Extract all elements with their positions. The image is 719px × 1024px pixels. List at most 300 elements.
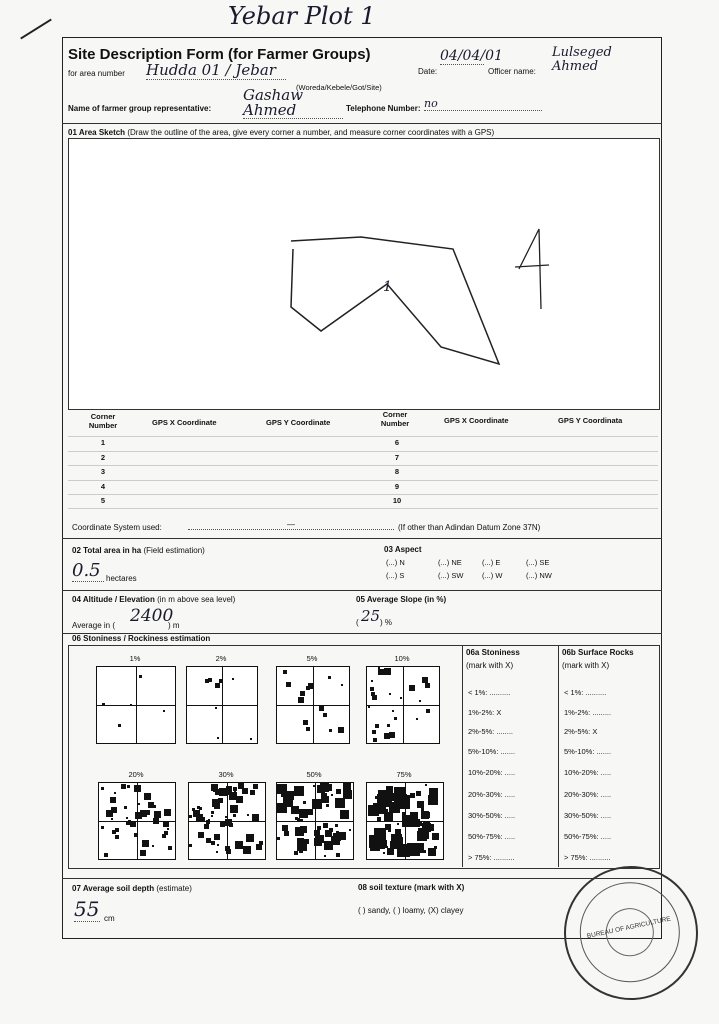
stone-square (402, 812, 406, 816)
stone-square (300, 691, 305, 696)
stone-square (243, 846, 251, 854)
area-number-hint: (Woreda/Kebele/Got/Site) (296, 83, 382, 92)
stone-square (386, 846, 388, 848)
stone-square (414, 843, 424, 853)
stone-square (387, 848, 394, 855)
surface-rocks-col-sub: (mark with X) (562, 661, 610, 670)
stone-square (134, 785, 141, 792)
stone-square (198, 832, 204, 838)
stone-square (220, 822, 225, 827)
corner-number-left: 2 (100, 452, 106, 462)
stoniness-percent-label: 75% (396, 770, 412, 779)
stoniness-class-row[interactable]: 50%-75%: ..... (468, 832, 516, 841)
stone-square (400, 697, 402, 699)
total-area-note: (Field estimation) (143, 546, 205, 555)
stone-square (412, 793, 414, 795)
total-area-unit: hectares (106, 574, 137, 583)
soil-depth-value[interactable]: 55 (74, 897, 100, 921)
altitude-title: 04 Altitude / Elevation (72, 595, 155, 604)
stamp-text: BUREAU OF AGRICULTURE (586, 915, 672, 941)
stone-square (331, 836, 340, 845)
surface-rocks-class-row[interactable]: > 75%: .......... (564, 853, 611, 862)
corner-number-right: 8 (394, 467, 400, 476)
total-area-label (72, 546, 205, 555)
aspect-label: 03 Aspect (384, 545, 422, 554)
stone-square (124, 806, 127, 809)
stone-square (144, 793, 151, 800)
stone-square (211, 841, 215, 845)
stone-square (163, 710, 165, 712)
stoniness-class-row[interactable]: < 1%: .......... (468, 688, 511, 697)
stone-square (426, 709, 430, 713)
stone-square (208, 678, 212, 682)
soil-texture-options[interactable]: ( ) sandy, ( ) loamy, (X) clayey (358, 906, 464, 915)
stone-square (372, 695, 377, 700)
stone-square (314, 838, 322, 846)
stone-square (127, 785, 130, 788)
stone-square (139, 675, 142, 678)
stone-square (250, 790, 255, 795)
stone-square (319, 706, 324, 711)
surface-rocks-col-title: 06b Surface Rocks (562, 648, 634, 657)
stone-square (232, 678, 234, 680)
stone-square (121, 784, 126, 789)
stone-square (214, 834, 220, 840)
corner-number-left: 1 (100, 438, 106, 447)
stoniness-divider-a (462, 645, 463, 867)
slope-open-paren: ( (356, 618, 359, 627)
stone-square (297, 818, 300, 821)
stone-square (380, 806, 386, 812)
stone-square (163, 823, 167, 827)
stone-square (282, 825, 288, 831)
coord-system-value[interactable]: — (188, 520, 394, 530)
stone-square (233, 787, 237, 791)
stone-square (419, 700, 421, 702)
slope-unit: ) % (380, 618, 392, 627)
corner-number-left: 4 (100, 481, 106, 491)
aspect-option[interactable]: (...) W (482, 571, 503, 580)
stone-square (382, 798, 389, 805)
stone-square (252, 814, 259, 821)
stone-square (340, 810, 349, 819)
stone-square (331, 794, 333, 796)
stone-square (384, 668, 391, 675)
date-value[interactable]: 04/04/01 (440, 48, 503, 64)
altitude-unit: ) m (168, 621, 180, 630)
soil-depth-title: 07 Average soil depth (72, 884, 155, 893)
stone-square (211, 784, 218, 791)
corner-number-left: 5 (100, 496, 106, 505)
stoniness-reference-grid (98, 782, 176, 860)
stone-square (101, 787, 104, 790)
stone-square (246, 834, 254, 842)
stone-square (110, 797, 116, 803)
altitude-label (72, 595, 235, 604)
stone-square (286, 682, 291, 687)
stoniness-percent-label: 50% (306, 770, 322, 779)
grid-horizontal-line (367, 705, 439, 706)
stone-square (335, 824, 338, 827)
aspect-option[interactable]: (...) SW (438, 571, 464, 580)
stone-square (313, 785, 315, 787)
stone-square (114, 792, 116, 794)
field-outline-sketch (69, 139, 659, 409)
corner-number-right: 7 (394, 452, 400, 462)
area-sketch-title: 01 Area Sketch (68, 128, 126, 137)
stoniness-col-sub: (mark with X) (466, 661, 514, 670)
surface-rocks-class-row[interactable]: 1%-2%: ......... (564, 708, 612, 717)
col-corner-left: Corner Number (88, 412, 118, 430)
stone-square (283, 670, 287, 674)
stone-square (323, 713, 327, 717)
stoniness-percent-label: 30% (218, 770, 234, 779)
stone-square (118, 724, 121, 727)
stoniness-percent-label: 5% (306, 654, 318, 663)
area-number-value[interactable]: Hudda 01 / Jebar (146, 61, 286, 80)
stoniness-class-row[interactable]: 20%-30%: ..... (468, 790, 516, 799)
grid-horizontal-line (277, 705, 349, 706)
stone-square (225, 819, 232, 826)
stone-square (189, 844, 192, 847)
stone-square (384, 812, 393, 821)
coord-system-label: Coordinate System used: (72, 523, 162, 532)
stone-square (328, 676, 331, 679)
stoniness-class-row[interactable]: > 75%: .......... (468, 853, 515, 862)
stone-square (225, 816, 227, 818)
stoniness-reference-grid (188, 782, 266, 860)
stone-square (412, 819, 420, 827)
sketch-corner-number: 1 (383, 279, 392, 295)
stone-square (115, 835, 119, 839)
stone-square (322, 796, 329, 803)
stone-square (162, 834, 166, 838)
stone-square (397, 823, 399, 825)
total-area-title: 02 Total area in ha (72, 546, 142, 555)
stoniness-percent-label: 2% (215, 654, 227, 663)
surface-rocks-class-row[interactable]: 30%-50%: ..... (564, 811, 612, 820)
stone-square (378, 667, 380, 669)
stoniness-reference-grid (186, 666, 258, 744)
stone-square (312, 799, 322, 809)
stone-square (111, 818, 113, 820)
col-gpsy-right: GPS Y Coordinata (558, 416, 623, 425)
stone-square (409, 685, 415, 691)
aspect-option[interactable]: (...) E (482, 558, 501, 567)
stone-square (317, 785, 325, 793)
corner-number-left: 3 (100, 467, 106, 476)
stone-square (416, 718, 418, 720)
stone-square (425, 784, 427, 786)
stone-square (341, 684, 343, 686)
stoniness-percent-label: 20% (128, 770, 144, 779)
grid-horizontal-line (97, 705, 175, 706)
stone-square (236, 796, 243, 803)
stone-square (375, 724, 379, 728)
stone-square (284, 831, 289, 836)
stone-square (300, 819, 303, 822)
col-gpsx-right: GPS X Coordinate (444, 416, 509, 425)
stone-square (140, 810, 147, 817)
stone-square (206, 838, 211, 843)
altitude-prefix: Average in ( (72, 621, 115, 630)
col-corner-right: Corner Number (380, 410, 410, 428)
stone-square (368, 706, 370, 708)
stone-square (295, 827, 304, 836)
stone-square (218, 798, 223, 803)
stone-square (148, 802, 154, 808)
surface-rocks-class-row[interactable]: 5%-10%: ....... (564, 747, 612, 756)
total-area-value[interactable]: 0.5 (72, 560, 104, 582)
stone-square (291, 806, 299, 814)
stone-square (303, 801, 306, 804)
representative-label: Name of farmer group representative: (68, 104, 212, 113)
stone-square (208, 819, 210, 821)
stoniness-col-title: 06a Stoniness (466, 648, 520, 657)
stoniness-class-row[interactable]: 5%-10%: ....... (468, 747, 516, 756)
stoniness-title: 06 Stoniness / Rockiness estimation (72, 634, 211, 643)
soil-depth-note: (estimate) (156, 884, 192, 893)
stone-square (153, 818, 159, 824)
stone-square (417, 801, 424, 808)
phone-label: Telephone Number: (346, 104, 421, 113)
stone-square (217, 737, 219, 739)
aspect-option[interactable]: (...) NW (526, 571, 552, 580)
stoniness-reference-grid (366, 666, 440, 744)
stone-square (370, 841, 380, 851)
stone-square (306, 686, 310, 690)
stone-square (217, 844, 219, 846)
stone-square (154, 811, 161, 818)
stone-square (416, 791, 421, 796)
stone-square (101, 826, 104, 829)
stone-square (349, 829, 351, 831)
soil-depth-label (72, 884, 192, 893)
stone-square (423, 822, 430, 829)
stone-square (378, 669, 384, 675)
stone-square (336, 789, 341, 794)
surface-rocks-class-row[interactable]: < 1%: .......... (564, 688, 607, 697)
representative-value[interactable]: Gashaw Ahmed (243, 88, 343, 119)
col-gpsy-left: GPS Y Coordinate (266, 418, 331, 427)
stone-square (298, 697, 304, 703)
stone-square (233, 814, 236, 817)
stone-square (250, 738, 252, 740)
stone-square (323, 823, 328, 828)
stone-square (392, 710, 394, 712)
stone-square (303, 720, 308, 725)
slope-value[interactable]: 25 (361, 607, 381, 625)
stone-square (388, 829, 391, 832)
surface-rocks-class-row[interactable]: 20%-30%: ..... (564, 790, 612, 799)
stone-square (306, 727, 310, 731)
stone-square (394, 787, 406, 799)
stone-square (253, 784, 258, 789)
aspect-option[interactable]: (...) N (386, 558, 405, 567)
stone-square (391, 834, 402, 845)
stone-square (215, 683, 220, 688)
stoniness-class-row[interactable]: 1%-2%: X (468, 708, 502, 717)
stone-square (130, 821, 136, 827)
altitude-note: (in m above sea level) (157, 595, 236, 604)
form-title: Site Description Form (for Farmer Groups) (68, 46, 371, 63)
area-sketch-box[interactable] (68, 138, 660, 410)
stone-square (373, 738, 377, 742)
slope-label: 05 Average Slope (in %) (356, 595, 447, 604)
stone-square (299, 849, 303, 853)
stone-square (389, 732, 395, 738)
stone-square (336, 831, 339, 834)
soil-texture-label: 08 soil texture (mark with X) (358, 883, 465, 892)
stone-square (277, 837, 280, 840)
coord-row-rule (68, 465, 658, 466)
stone-square (294, 851, 298, 855)
stoniness-reference-grid (96, 666, 176, 744)
stone-square (106, 810, 113, 817)
stone-square (215, 707, 217, 709)
stone-square (168, 846, 172, 850)
stoniness-class-row[interactable]: 10%-20%: ..... (468, 768, 516, 777)
coord-row-rule (68, 436, 658, 437)
stone-square (152, 845, 154, 847)
surface-rocks-class-row[interactable]: 50%-75%: ..... (564, 832, 612, 841)
stoniness-percent-label: 1% (129, 654, 141, 663)
stone-square (394, 717, 397, 720)
stone-square (247, 814, 249, 816)
stone-square (294, 786, 304, 796)
stone-square (140, 850, 146, 856)
stone-square (372, 730, 376, 734)
stoniness-percent-label: 10% (394, 654, 410, 663)
grid-horizontal-line (187, 705, 257, 706)
stone-square (387, 724, 390, 727)
stoniness-divider-b (558, 645, 559, 867)
area-sketch-note: (Draw the outline of the area, give every corner a number, and measure corner coordinates with a GPS) (127, 128, 495, 137)
stone-square (314, 830, 320, 836)
stone-square (225, 846, 230, 851)
stoniness-reference-grid (276, 782, 354, 860)
corner-number-right: 6 (394, 438, 400, 447)
phone-value[interactable]: no (424, 97, 542, 111)
officer-name-label: Officer name: (488, 67, 536, 76)
col-gpsx-left: GPS X Coordinate (152, 418, 217, 427)
stone-square (216, 851, 218, 853)
coord-row-rule (68, 494, 658, 495)
stone-square (428, 848, 436, 856)
stone-square (374, 828, 386, 840)
stone-square (211, 811, 214, 814)
coord-row-rule (68, 451, 658, 452)
stone-square (115, 828, 119, 832)
aspect-option[interactable]: (...) NE (438, 558, 462, 567)
date-label: Date: (418, 67, 438, 76)
area-number-label: for area number (68, 69, 125, 78)
stone-square (307, 809, 313, 815)
stone-square (126, 817, 128, 819)
stone-square (193, 810, 200, 817)
stone-square (235, 841, 243, 849)
stone-square (230, 805, 238, 813)
stone-square (242, 788, 248, 794)
stone-square (214, 803, 220, 809)
stone-square (211, 815, 213, 817)
stone-square (424, 812, 430, 818)
stone-square (386, 786, 393, 793)
stone-square (421, 808, 424, 811)
stone-square (417, 831, 427, 841)
stoniness-class-row[interactable]: 30%-50%: ..... (468, 811, 516, 820)
surface-rocks-class-row[interactable]: 2%-5%: X (564, 727, 598, 736)
altitude-value[interactable]: 2400 (130, 606, 174, 626)
stone-square (256, 844, 262, 850)
stoniness-reference-grid (276, 666, 350, 744)
officer-name-value[interactable]: Lulseged Ahmed (552, 45, 612, 74)
stone-square (434, 846, 437, 849)
stone-square (430, 799, 433, 802)
coord-row-rule (68, 480, 658, 481)
stone-square (343, 783, 351, 791)
stone-square (285, 791, 294, 800)
coord-system-note: (If other than Adindan Datum Zone 37N) (398, 523, 541, 532)
corner-number-right: 10 (392, 496, 402, 505)
aspect-option[interactable]: (...) SE (526, 558, 550, 567)
stone-square (138, 803, 140, 805)
stone-square (204, 824, 209, 829)
stone-square (335, 798, 345, 808)
stone-square (425, 683, 430, 688)
coord-row-rule (68, 508, 658, 509)
stone-square (432, 833, 439, 840)
stone-square (167, 828, 169, 830)
stone-square (324, 855, 326, 857)
stone-square (422, 677, 428, 683)
stone-square (343, 790, 352, 799)
soil-depth-unit: cm (104, 914, 115, 923)
header-note: Yebar Plot 1 (228, 2, 376, 30)
stoniness-reference-grid (366, 782, 444, 860)
stoniness-class-row[interactable]: 2%-5%: ........ (468, 727, 514, 736)
stone-square (336, 853, 340, 857)
stone-square (134, 833, 138, 837)
stone-square (429, 788, 438, 797)
stone-square (130, 704, 132, 706)
stone-square (338, 727, 344, 733)
stone-square (104, 853, 108, 857)
stone-square (142, 840, 149, 847)
stone-square (370, 687, 374, 691)
stone-square (189, 815, 192, 818)
stone-square (102, 703, 105, 706)
stone-square (399, 845, 409, 855)
stone-square (164, 809, 171, 816)
pen-stroke-mark (20, 19, 52, 40)
stone-square (377, 817, 381, 821)
corner-number-right: 9 (394, 481, 400, 491)
area-sketch-label (68, 128, 494, 137)
stone-square (326, 804, 329, 807)
stone-square (389, 693, 391, 695)
aspect-options (386, 558, 586, 584)
north-arrow-icon (515, 229, 549, 309)
stone-square (329, 729, 332, 732)
stone-square (325, 784, 332, 791)
stone-square (297, 838, 304, 845)
aspect-option[interactable]: (...) S (386, 571, 405, 580)
stone-square (383, 852, 385, 854)
grid-horizontal-line (277, 821, 353, 822)
stone-square (371, 680, 373, 682)
surface-rocks-class-row[interactable]: 10%-20%: ..... (564, 768, 612, 777)
